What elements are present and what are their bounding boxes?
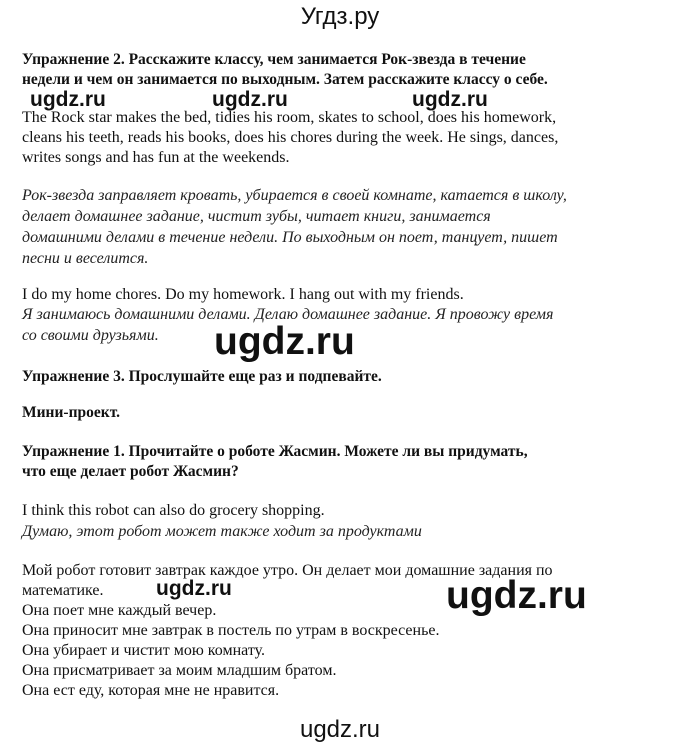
exercise2-english-line-3: writes songs and has fun at the weekends. (22, 149, 290, 166)
exercise1-heading-line-1: Упражнение 1. Прочитайте о роботе Жасмин. Можете ли вы придумать, (22, 443, 528, 460)
exercise1-heading-line-2: что еще делает робот Жасмин? (22, 463, 239, 480)
exercise2-translation-line-4: песни и веселится. (22, 250, 149, 267)
watermark-large: ugdz.ru (214, 320, 355, 363)
exercise1-english: I think this robot can also do grocery shopping. (22, 502, 325, 519)
watermark-large: ugdz.ru (446, 574, 587, 617)
exercise2-self-translation-line-2: со своими друзьями. (22, 327, 159, 344)
watermark: ugdz.ru (30, 88, 106, 111)
site-title: Угдз.ру (300, 3, 380, 30)
exercise2-self-translation-line-1: Я занимаюсь домашними делами. Делаю домашнее задание. Я провожу время (22, 306, 554, 323)
exercise2-translation-line-2: делает домашнее задание, чистит зубы, читает книги, занимается (22, 208, 491, 225)
robot-line-2: математике. (22, 582, 104, 599)
footer-site-title: ugdz.ru (299, 716, 381, 743)
watermark: ugdz.ru (412, 88, 488, 111)
robot-line-3: Она поет мне каждый вечер. (22, 602, 217, 619)
robot-line-5: Она убирает и чистит мою комнату. (22, 642, 266, 659)
exercise2-heading-line-2: недели и чем он занимается по выходным. Затем расскажите классу о себе. (22, 71, 548, 88)
exercise3-heading: Упражнение 3. Прослушайте еще раз и подпевайте. (22, 368, 382, 385)
exercise2-heading-line-1: Упражнение 2. Расскажите классу, чем занимается Рок-звезда в течение (22, 51, 526, 68)
exercise2-translation-line-3: домашними делами в течение недели. По выходным он поет, танцует, пишет (22, 229, 558, 246)
robot-line-7: Она ест еду, которая мне не нравится. (22, 682, 280, 699)
robot-line-6: Она присматривает за моим младшим братом. (22, 662, 337, 679)
watermark: ugdz.ru (212, 88, 288, 111)
exercise2-translation-line-1: Рок-звезда заправляет кровать, убирается в своей комнате, катается в школу, (22, 187, 567, 204)
mini-project-heading: Мини-проект. (22, 404, 121, 421)
exercise1-translation: Думаю, этот робот может также ходит за продуктами (22, 523, 422, 540)
exercise2-english-line-2: cleans his teeth, reads his books, does his chores during the week. He sings, dances, (22, 129, 559, 146)
robot-line-4: Она приносит мне завтрак в постель по утрам в воскресенье. (22, 622, 440, 639)
watermark: ugdz.ru (156, 577, 232, 600)
exercise2-self-english: I do my home chores. Do my homework. I hang out with my friends. (22, 286, 464, 303)
exercise2-english-line-1: The Rock star makes the bed, tidies his room, skates to school, does his homework, (22, 109, 557, 126)
robot-line-1: Мой робот готовит завтрак каждое утро. Он делает мои домашние задания по (22, 562, 553, 579)
